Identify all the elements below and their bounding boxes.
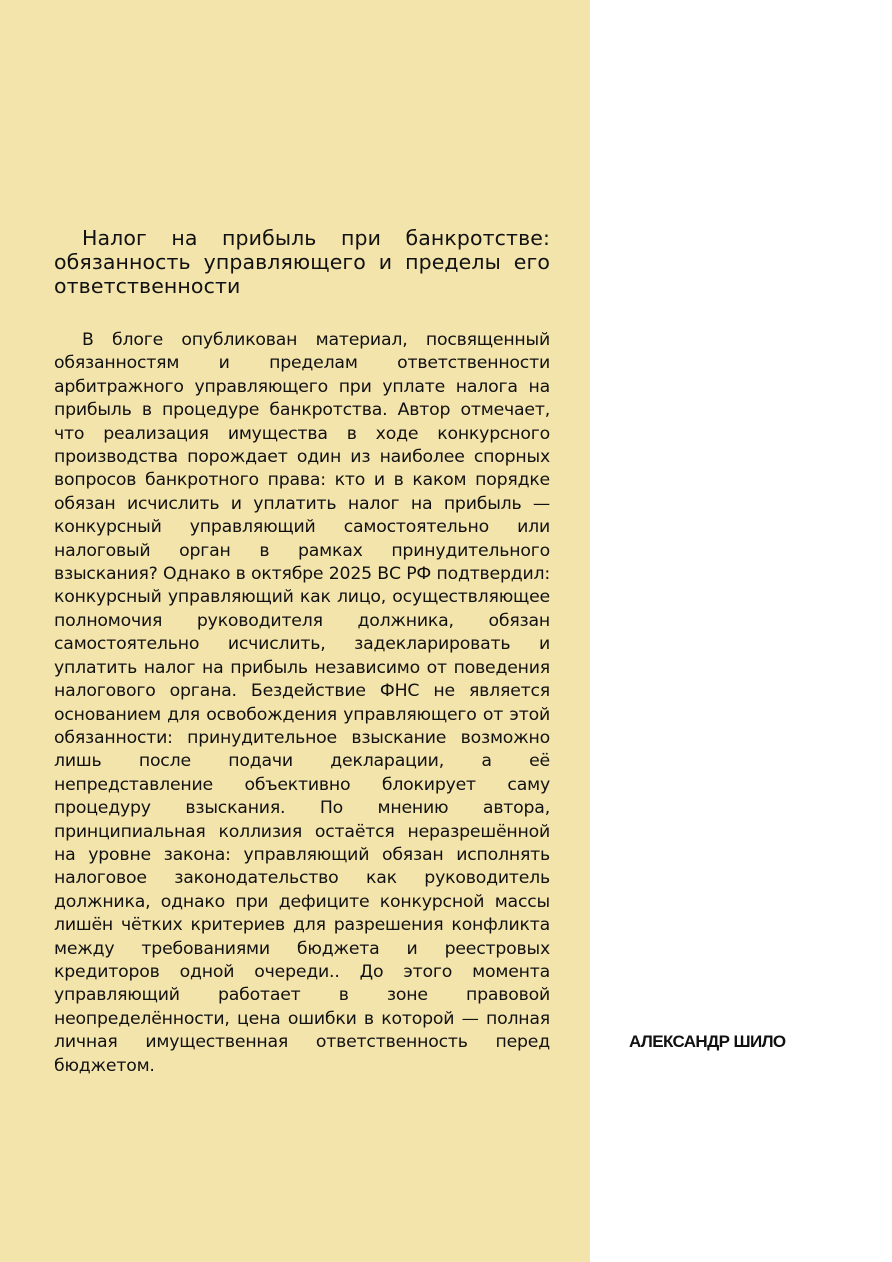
article [54, 226, 550, 1078]
article-body: В блоге опубликован материал, посвященный обязанностям и пределам ответственности арбитражного управляющего при уплате налога на прибыль в процедуре банкротства. Автор отмечает, что реализация имущества в ходе конкурсного производства порождает один из наиболее спорных вопросов банкротного права: кто и в каком порядке обязан исчислить и уплатить налог на прибыль — конкурсный управляющий самостоятельно или налоговый орган в рамках принудительного взыскания? Однако в октябре 2025 ВС РФ подтвердил: конкурсный управляющий как лицо, осуществляющее полномочия руководителя должника, обязан самостоятельно исчислить, задекларировать и уплатить налог на прибыль независимо от поведения налогового органа. Бездействие ФНС не является основанием для освобождения управляющего от этой обязанности: принудительное взыскание возможно лишь после подачи декларации, а её непредставление объективно блокирует саму процедуру взыскания. По мнению автора, принципиальная коллизия остаётся неразрешённой на уровне закона: управляющий обязан исполнять налоговое законодательство как руководитель должника, однако при дефиците конкурсной массы лишён чётких критериев для разрешения конфликта между требованиями бюджета и реестровых кредиторов одной очереди.. До этого момента управляющий работает в зоне правовой неопределённости, цена ошибки в которой — полная личная имущественная ответственность перед бюджетом. [54, 330, 550, 1076]
article-title: Налог на прибыль при банкротстве: обязанность управляющего и пределы его ответственности [54, 226, 550, 298]
author-name: АЛЕКСАНДР ШИЛО [629, 1032, 786, 1051]
